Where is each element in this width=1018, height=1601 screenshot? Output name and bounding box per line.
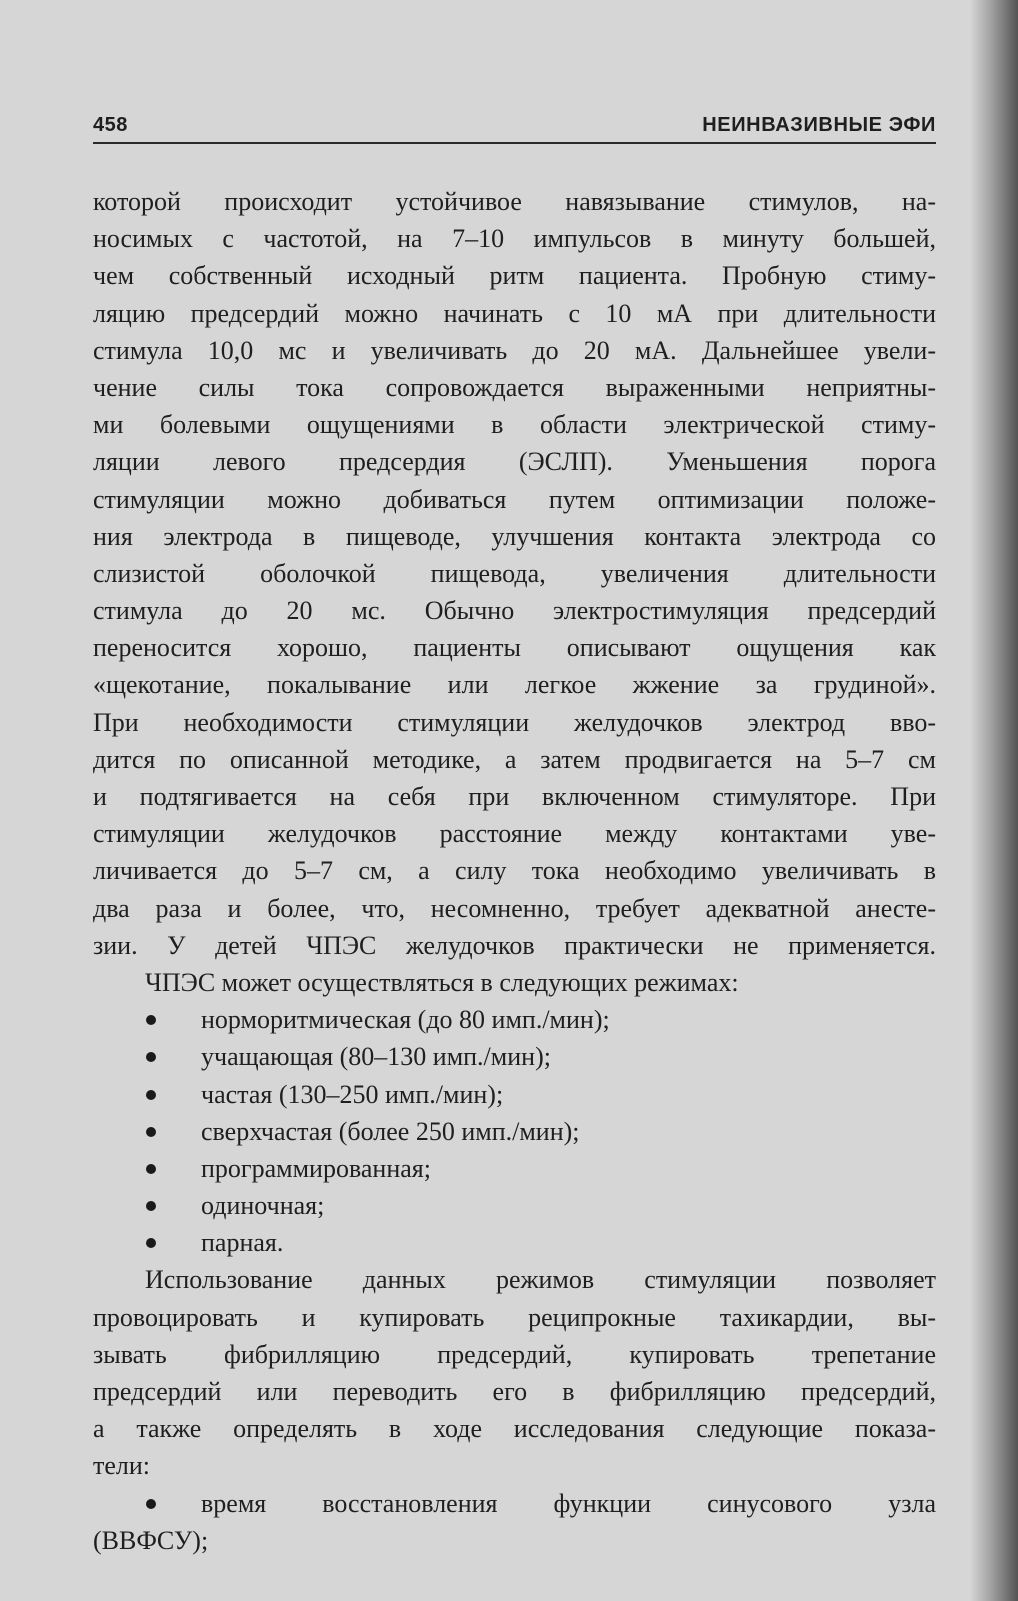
text-line: чение силы тока сопровождается выраженными неприятны- bbox=[93, 372, 936, 402]
list-item-text: частая (130–250 имп./мин); bbox=[201, 1079, 504, 1109]
list-item bbox=[93, 1001, 936, 1038]
text-line: Использование данных режимов стимуляции позволяет bbox=[145, 1265, 936, 1295]
text-line: стимула 10,0 мс и увеличивать до 20 мА. Дальнейшее увели- bbox=[93, 335, 936, 365]
bullet-icon bbox=[146, 1127, 156, 1137]
list-item-text: сверхчастая (более 250 имп./мин); bbox=[201, 1116, 580, 1146]
list-item bbox=[93, 1224, 936, 1261]
text-line: стимуляции желудочков расстояние между контактами уве- bbox=[93, 819, 936, 849]
list-item bbox=[93, 1113, 936, 1150]
text-line: которой происходит устойчивое навязывание стимулов, на- bbox=[93, 187, 936, 216]
body-text bbox=[93, 183, 936, 1559]
running-head bbox=[93, 108, 936, 144]
bullet-icon bbox=[146, 1015, 156, 1025]
text-line: ния электрода в пищеводе, улучшения контакта электрода со bbox=[93, 521, 936, 551]
bullet-icon bbox=[146, 1499, 156, 1509]
text-line: а также определять в ходе исследования следующие показа- bbox=[93, 1414, 936, 1444]
text-line: ляцию предсердий можно начинать с 10 мА при длительности bbox=[93, 298, 936, 328]
list-item-text: время восстановления функции синусового узла bbox=[201, 1488, 936, 1518]
spine-shadow bbox=[970, 0, 1018, 1601]
text-line: тели: bbox=[93, 1451, 151, 1481]
modes-intro: ЧПЭС может осуществляться в следующих режимах: bbox=[145, 967, 739, 997]
text-line: два раза и более, что, несомненно, требует адекватной анесте- bbox=[93, 893, 936, 923]
text-line: чем собственный исходный ритм пациента. Пробную стиму- bbox=[93, 261, 936, 291]
text-line: «щекотание, покалывание или легкое жжение за грудиной». bbox=[93, 670, 936, 700]
list-item-text: учащающая (80–130 имп./мин); bbox=[201, 1042, 551, 1072]
text-line: и подтягивается на себя при включенном стимуляторе. При bbox=[93, 782, 936, 811]
list-item bbox=[93, 1038, 936, 1075]
bullet-icon bbox=[146, 1052, 156, 1062]
text-line: При необходимости стимуляции желудочков электрод вво- bbox=[93, 707, 936, 737]
bullet-icon bbox=[146, 1090, 156, 1100]
text-line: зии. У детей ЧПЭС желудочков практически не применяется. bbox=[93, 930, 936, 960]
text-line: слизистой оболочкой пищевода, увеличения длительности bbox=[93, 558, 936, 588]
list-item-text: одиночная; bbox=[201, 1191, 325, 1221]
text-line: личивается до 5–7 см, а силу тока необходимо увеличивать в bbox=[93, 856, 936, 886]
list-item-text: программированная; bbox=[201, 1153, 431, 1183]
text-line: ми болевыми ощущениями в области электрической стиму- bbox=[93, 410, 936, 440]
bullet-icon bbox=[146, 1164, 156, 1174]
text-line: стимуляции можно добиваться путем оптимизации положе- bbox=[93, 484, 936, 514]
bullet-icon bbox=[146, 1201, 156, 1211]
page-number: 458 bbox=[93, 114, 128, 136]
text-line: стимула до 20 мс. Обычно электростимуляция предсердий bbox=[93, 596, 936, 626]
list-item bbox=[93, 1076, 936, 1113]
text-line: провоцировать и купировать реципрокные тахикардии, вы- bbox=[93, 1302, 936, 1332]
text-line: зывать фибрилляцию предсердий, купировать трепетание bbox=[93, 1339, 936, 1369]
list-item bbox=[93, 1187, 936, 1224]
text-line: переносится хорошо, пациенты описывают ощущения как bbox=[93, 633, 936, 663]
list-item-text: парная. bbox=[201, 1228, 284, 1258]
list-item bbox=[93, 1150, 936, 1187]
list-item-continuation: (ВВФСУ); bbox=[93, 1525, 209, 1555]
bullet-icon bbox=[146, 1238, 156, 1248]
list-item-text: норморитмическая (до 80 имп./мин); bbox=[201, 1005, 610, 1035]
section-title: НЕИНВАЗИВНЫЕ ЭФИ bbox=[702, 114, 936, 136]
text-line: предсердий или переводить его в фибрилляцию предсердий, bbox=[93, 1377, 936, 1406]
text-line: дится по описанной методике, а затем продвигается на 5–7 см bbox=[93, 744, 936, 774]
text-line: ляции левого предсердия (ЭСЛП). Уменьшения порога bbox=[93, 447, 936, 477]
list-item bbox=[93, 1485, 936, 1522]
text-line: носимых с частотой, на 7–10 импульсов в минуту большей, bbox=[93, 224, 936, 254]
